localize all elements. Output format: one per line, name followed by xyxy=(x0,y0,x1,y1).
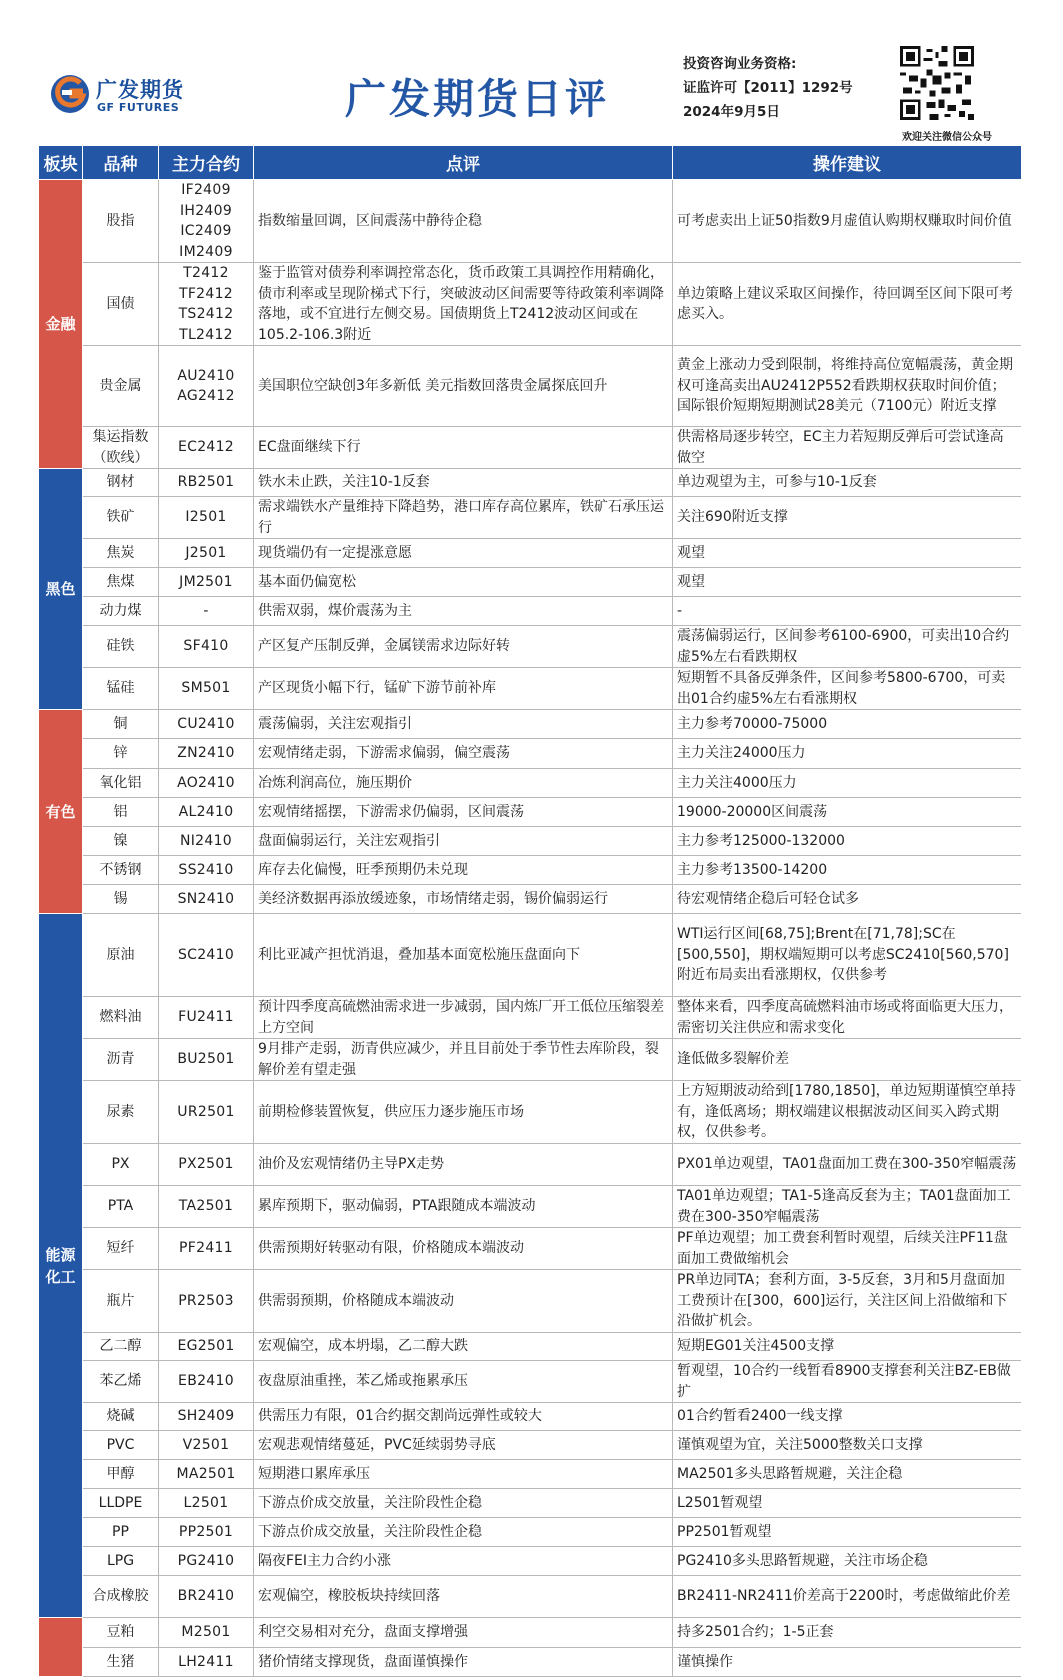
comment-cell: 库存去化偏慢，旺季预期仍未兑现 xyxy=(254,856,673,885)
table-row xyxy=(39,1431,1022,1460)
contract-cell: BU2501 xyxy=(159,1039,254,1081)
advice-cell: 单边观望为主，可参与10-1反套 xyxy=(673,469,1022,497)
contract-cell: I2501 xyxy=(159,497,254,539)
report-header xyxy=(0,0,1063,145)
comment-cell: 现货端仍有一定提涨意愿 xyxy=(254,539,673,568)
contract-cell: AU2410 AG2412 xyxy=(159,346,254,427)
advice-cell: 观望 xyxy=(673,539,1022,568)
comment-cell: 宏观悲观情绪蔓延，PVC延续弱势寻底 xyxy=(254,1431,673,1460)
comment-cell: 宏观偏空，橡胶板块持续回落 xyxy=(254,1576,673,1618)
variety-cell: 铁矿 xyxy=(83,497,159,539)
advice-cell: 供需格局逐步转空，EC主力若短期反弹后可尝试逢高做空 xyxy=(673,427,1022,469)
variety-cell: LPG xyxy=(83,1547,159,1576)
advice-cell: PF单边观望；加工费套利暂时观望，后续关注PF11盘面加工费做缩机会 xyxy=(673,1228,1022,1270)
contract-cell: SS2410 xyxy=(159,856,254,885)
table-row xyxy=(39,710,1022,739)
table-row xyxy=(39,1361,1022,1403)
comment-cell: 短期港口累库承压 xyxy=(254,1460,673,1489)
contract-cell: M2501 xyxy=(159,1618,254,1648)
comment-cell: 累库预期下，驱动偏弱，PTA跟随成本端波动 xyxy=(254,1186,673,1228)
advice-cell: 主力参考70000-75000 xyxy=(673,710,1022,739)
table-header-row xyxy=(39,146,1022,180)
contract-cell: AL2410 xyxy=(159,798,254,827)
comment-cell: 指数缩量回调，区间震荡中静待企稳 xyxy=(254,180,673,263)
advice-cell: 主力参考125000-132000 xyxy=(673,827,1022,856)
sector-finance: 金融 xyxy=(39,180,83,469)
advice-cell: 主力关注24000压力 xyxy=(673,739,1022,769)
qualification-label: 投资咨询业务资格: xyxy=(683,56,797,72)
variety-cell: 国债 xyxy=(83,263,159,346)
header-comment: 点评 xyxy=(254,146,673,180)
comment-cell: 9月排产走弱，沥青供应减少，并且目前处于季节性去库阶段，裂解价差有望走强 xyxy=(254,1039,673,1081)
variety-cell: 铜 xyxy=(83,710,159,739)
comment-cell: 鉴于监管对债券利率调控常态化，货币政策工具调控作用精确化，债市利率或呈现阶梯式下行，突破波动区间需要等待政策利率调降落地，或不宜进行左侧交易。国债期货上T2412波动区间或在105.2-106.3附近 xyxy=(254,263,673,346)
variety-cell: 焦煤 xyxy=(83,568,159,597)
contract-cell: MA2501 xyxy=(159,1460,254,1489)
table-row xyxy=(39,539,1022,568)
variety-cell: 沥青 xyxy=(83,1039,159,1081)
variety-cell: 烧碱 xyxy=(83,1403,159,1431)
qualification-block xyxy=(683,52,853,124)
variety-cell: 燃料油 xyxy=(83,997,159,1039)
comment-cell: 利比亚减产担忧消退，叠加基本面宽松施压盘面向下 xyxy=(254,914,673,997)
comment-cell: 盘面偏弱运行，关注宏观指引 xyxy=(254,827,673,856)
sector-agricultural xyxy=(39,1618,83,1677)
comment-cell: 预计四季度高硫燃油需求进一步减弱，国内炼厂开工低位压缩裂差上方空间 xyxy=(254,997,673,1039)
comment-cell: 下游点价成交放量，关注阶段性企稳 xyxy=(254,1518,673,1547)
variety-cell: 苯乙烯 xyxy=(83,1361,159,1403)
advice-cell: 暂观望，10合约一线暂看8900支撑套利关注BZ-EB做扩 xyxy=(673,1361,1022,1403)
variety-cell: 动力煤 xyxy=(83,597,159,626)
table-row xyxy=(39,668,1022,710)
contract-cell: LH2411 xyxy=(159,1648,254,1677)
table-row xyxy=(39,885,1022,914)
variety-cell: 豆粕 xyxy=(83,1618,159,1648)
contract-cell: SN2410 xyxy=(159,885,254,914)
contract-cell: NI2410 xyxy=(159,827,254,856)
comment-cell: 宏观情绪走弱，下游需求偏弱，偏空震荡 xyxy=(254,739,673,769)
qr-code-icon xyxy=(900,46,974,120)
comment-cell: 利空交易相对充分，盘面支撑增强 xyxy=(254,1618,673,1648)
table-row xyxy=(39,739,1022,769)
variety-cell: 镍 xyxy=(83,827,159,856)
table-row xyxy=(39,180,1022,263)
contract-cell: PP2501 xyxy=(159,1518,254,1547)
company-logo xyxy=(50,72,200,122)
comment-cell: 供需弱预期，价格随成本端波动 xyxy=(254,1270,673,1333)
table-row xyxy=(39,1228,1022,1270)
advice-cell: 可考虑卖出上证50指数9月虚值认购期权赚取时间价值 xyxy=(673,180,1022,263)
comment-cell: EC盘面继续下行 xyxy=(254,427,673,469)
comment-cell: 震荡偏弱，关注宏观指引 xyxy=(254,710,673,739)
header-contract: 主力合约 xyxy=(159,146,254,180)
advice-cell: TA01单边观望；TA1-5逢高反套为主；TA01盘面加工费在300-350窄幅震荡 xyxy=(673,1186,1022,1228)
contract-cell: T2412 TF2412 TS2412 TL2412 xyxy=(159,263,254,346)
advice-cell: 震荡偏弱运行，区间参考6100-6900，可卖出10合约虚5%左右看跌期权 xyxy=(673,626,1022,668)
report-date: 2024年9月5日 xyxy=(683,104,780,120)
contract-cell: TA2501 xyxy=(159,1186,254,1228)
advice-cell: WTI运行区间[68,75];Brent在[71,78];SC在[500,550]，期权端短期可以考虑SC2410[560,570]附近布局卖出看涨期权，仅供参考 xyxy=(673,914,1022,997)
contract-cell: PR2503 xyxy=(159,1270,254,1333)
advice-cell: 关注690附近支撑 xyxy=(673,497,1022,539)
variety-cell: 锡 xyxy=(83,885,159,914)
comment-cell: 美经济数据再添放缓迹象，市场情绪走弱，锡价偏弱运行 xyxy=(254,885,673,914)
contract-cell: PG2410 xyxy=(159,1547,254,1576)
comment-cell: 需求端铁水产量维持下降趋势，港口库存高位累库，铁矿石承压运行 xyxy=(254,497,673,539)
table-row xyxy=(39,1144,1022,1186)
table-row xyxy=(39,626,1022,668)
contract-cell: EC2412 xyxy=(159,427,254,469)
advice-cell: BR2411-NR2411价差高于2200时，考虑做缩此价差 xyxy=(673,1576,1022,1618)
table-row xyxy=(39,346,1022,427)
contract-cell: IF2409 IH2409 IC2409 IM2409 xyxy=(159,180,254,263)
contract-cell: EB2410 xyxy=(159,1361,254,1403)
advice-cell: 主力参考13500-14200 xyxy=(673,856,1022,885)
variety-cell: 贵金属 xyxy=(83,346,159,427)
comment-cell: 美国职位空缺创3年多新低 美元指数回落贵金属探底回升 xyxy=(254,346,673,427)
variety-cell: 合成橡胶 xyxy=(83,1576,159,1618)
contract-cell: - xyxy=(159,597,254,626)
variety-cell: 生猪 xyxy=(83,1648,159,1677)
comment-cell: 冶炼利润高位，施压期价 xyxy=(254,769,673,798)
logo-chinese-name: 广发期货 xyxy=(96,78,184,102)
table-row xyxy=(39,914,1022,997)
variety-cell: PX xyxy=(83,1144,159,1186)
comment-cell: 下游点价成交放量，关注阶段性企稳 xyxy=(254,1489,673,1518)
advice-cell: PP2501暂观望 xyxy=(673,1518,1022,1547)
table-row xyxy=(39,469,1022,497)
advice-cell: 黄金上涨动力受到限制，将维持高位宽幅震荡，黄金期权可逢高卖出AU2412P552看跌期权获取时间价值；国际银价短期短期测试28美元（7100元）附近支撑 xyxy=(673,346,1022,427)
table-row xyxy=(39,1547,1022,1576)
commodity-review-table xyxy=(38,145,1021,1677)
variety-cell: 甲醇 xyxy=(83,1460,159,1489)
sector-ferrous: 黑色 xyxy=(39,469,83,710)
advice-cell: PR单边同TA；套利方面，3-5反套，3月和5月盘面加工费预计在[300，600]运行，关注区间上沿做缩和下沿做扩机会。 xyxy=(673,1270,1022,1333)
table-row xyxy=(39,1333,1022,1361)
comment-cell: 宏观偏空，成本坍塌，乙二醇大跌 xyxy=(254,1333,673,1361)
comment-cell: 猪价情绪支撑现货，盘面谨慎操作 xyxy=(254,1648,673,1677)
advice-cell: 短期EG01关注4500支撑 xyxy=(673,1333,1022,1361)
table-row xyxy=(39,427,1022,469)
variety-cell: PP xyxy=(83,1518,159,1547)
variety-cell: PVC xyxy=(83,1431,159,1460)
table-row xyxy=(39,798,1022,827)
comment-cell: 前期检修装置恢复，供应压力逐步施压市场 xyxy=(254,1081,673,1144)
variety-cell: 不锈钢 xyxy=(83,856,159,885)
table-row xyxy=(39,1648,1022,1677)
advice-cell: 整体来看，四季度高硫燃料油市场或将面临更大压力，需密切关注供应和需求变化 xyxy=(673,997,1022,1039)
page-title: 广发期货日评 xyxy=(345,75,609,123)
variety-cell: 尿素 xyxy=(83,1081,159,1144)
variety-cell: 铝 xyxy=(83,798,159,827)
variety-cell: 短纤 xyxy=(83,1228,159,1270)
advice-cell: 持多2501合约；1-5正套 xyxy=(673,1618,1022,1648)
table-row xyxy=(39,769,1022,798)
contract-cell: CU2410 xyxy=(159,710,254,739)
comment-cell: 产区复产压制反弹，金属镁需求边际好转 xyxy=(254,626,673,668)
comment-cell: 夜盘原油重挫，苯乙烯或拖累承压 xyxy=(254,1361,673,1403)
comment-cell: 铁水未止跌，关注10-1反套 xyxy=(254,469,673,497)
advice-cell: PX01单边观望，TA01盘面加工费在300-350窄幅震荡 xyxy=(673,1144,1022,1186)
comment-cell: 供需预期好转驱动有限，价格随成本端波动 xyxy=(254,1228,673,1270)
contract-cell: SM501 xyxy=(159,668,254,710)
contract-cell: PX2501 xyxy=(159,1144,254,1186)
logo-english-name: GF FUTURES xyxy=(97,101,180,114)
table-row xyxy=(39,1576,1022,1618)
advice-cell: 观望 xyxy=(673,568,1022,597)
table-row xyxy=(39,1186,1022,1228)
table-row xyxy=(39,568,1022,597)
advice-cell: PG2410多头思路暂规避，关注市场企稳 xyxy=(673,1547,1022,1576)
variety-cell: 股指 xyxy=(83,180,159,263)
table-row xyxy=(39,1270,1022,1333)
advice-cell: 01合约暂看2400一线支撑 xyxy=(673,1403,1022,1431)
contract-cell: UR2501 xyxy=(159,1081,254,1144)
sector-energy-chemical: 能源 化工 xyxy=(39,914,83,1618)
advice-cell: 上方短期波动给到[1780,1850]，单边短期谨慎空单持有，逢低离场；期权端建议根据波动区间买入跨式期权，仅供参考。 xyxy=(673,1081,1022,1144)
contract-cell: RB2501 xyxy=(159,469,254,497)
qr-caption: 欢迎关注微信公众号 xyxy=(902,132,992,143)
advice-cell: - xyxy=(673,597,1022,626)
variety-cell: 焦炭 xyxy=(83,539,159,568)
table-row xyxy=(39,1518,1022,1547)
contract-cell: J2501 xyxy=(159,539,254,568)
comment-cell: 基本面仍偏宽松 xyxy=(254,568,673,597)
table-row xyxy=(39,263,1022,346)
variety-cell: 瓶片 xyxy=(83,1270,159,1333)
header-sector: 板块 xyxy=(39,146,83,180)
header-advice: 操作建议 xyxy=(673,146,1022,180)
sector-nonferrous: 有色 xyxy=(39,710,83,914)
table-row xyxy=(39,1618,1022,1648)
variety-cell: 硅铁 xyxy=(83,626,159,668)
advice-cell: 短期暂不具备反弹条件，区间参考5800-6700，可卖出01合约虚5%左右看涨期权 xyxy=(673,668,1022,710)
table-row xyxy=(39,597,1022,626)
variety-cell: 氧化铝 xyxy=(83,769,159,798)
table-row xyxy=(39,1081,1022,1144)
comment-cell: 产区现货小幅下行，锰矿下游节前补库 xyxy=(254,668,673,710)
comment-cell: 供需双弱，煤价震荡为主 xyxy=(254,597,673,626)
header-variety: 品种 xyxy=(83,146,159,180)
comment-cell: 隔夜FEI主力合约小涨 xyxy=(254,1547,673,1576)
table-row xyxy=(39,497,1022,539)
variety-cell: 集运指数 （欧线） xyxy=(83,427,159,469)
table-row xyxy=(39,856,1022,885)
contract-cell: EG2501 xyxy=(159,1333,254,1361)
contract-cell: AO2410 xyxy=(159,769,254,798)
advice-cell: 逢低做多裂解价差 xyxy=(673,1039,1022,1081)
advice-cell: 单边策略上建议采取区间操作，待回调至区间下限可考虑买入。 xyxy=(673,263,1022,346)
table-row xyxy=(39,1403,1022,1431)
contract-cell: ZN2410 xyxy=(159,739,254,769)
comment-cell: 供需压力有限，01合约据交割尚远弹性或较大 xyxy=(254,1403,673,1431)
variety-cell: 乙二醇 xyxy=(83,1333,159,1361)
contract-cell: L2501 xyxy=(159,1489,254,1518)
contract-cell: JM2501 xyxy=(159,568,254,597)
table-row xyxy=(39,1489,1022,1518)
advice-cell: 待宏观情绪企稳后可轻仓试多 xyxy=(673,885,1022,914)
contract-cell: SH2409 xyxy=(159,1403,254,1431)
variety-cell: 钢材 xyxy=(83,469,159,497)
contract-cell: FU2411 xyxy=(159,997,254,1039)
advice-cell: 主力关注4000压力 xyxy=(673,769,1022,798)
contract-cell: SC2410 xyxy=(159,914,254,997)
contract-cell: PF2411 xyxy=(159,1228,254,1270)
license-number: 证监许可【2011】1292号 xyxy=(683,80,853,96)
variety-cell: PTA xyxy=(83,1186,159,1228)
advice-cell: 19000-20000区间震荡 xyxy=(673,798,1022,827)
variety-cell: 锌 xyxy=(83,739,159,769)
contract-cell: SF410 xyxy=(159,626,254,668)
variety-cell: 锰硅 xyxy=(83,668,159,710)
advice-cell: 谨慎操作 xyxy=(673,1648,1022,1677)
gf-logo-icon xyxy=(50,74,90,114)
commodity-table-container xyxy=(38,145,1021,1680)
variety-cell: LLDPE xyxy=(83,1489,159,1518)
variety-cell: 原油 xyxy=(83,914,159,997)
advice-cell: L2501暂观望 xyxy=(673,1489,1022,1518)
advice-cell: 谨慎观望为宜，关注5000整数关口支撑 xyxy=(673,1431,1022,1460)
table-row xyxy=(39,1039,1022,1081)
comment-cell: 油价及宏观情绪仍主导PX走势 xyxy=(254,1144,673,1186)
table-row xyxy=(39,1460,1022,1489)
advice-cell: MA2501多头思路暂规避，关注企稳 xyxy=(673,1460,1022,1489)
table-row xyxy=(39,827,1022,856)
comment-cell: 宏观情绪摇摆，下游需求仍偏弱，区间震荡 xyxy=(254,798,673,827)
table-row xyxy=(39,997,1022,1039)
contract-cell: V2501 xyxy=(159,1431,254,1460)
contract-cell: BR2410 xyxy=(159,1576,254,1618)
